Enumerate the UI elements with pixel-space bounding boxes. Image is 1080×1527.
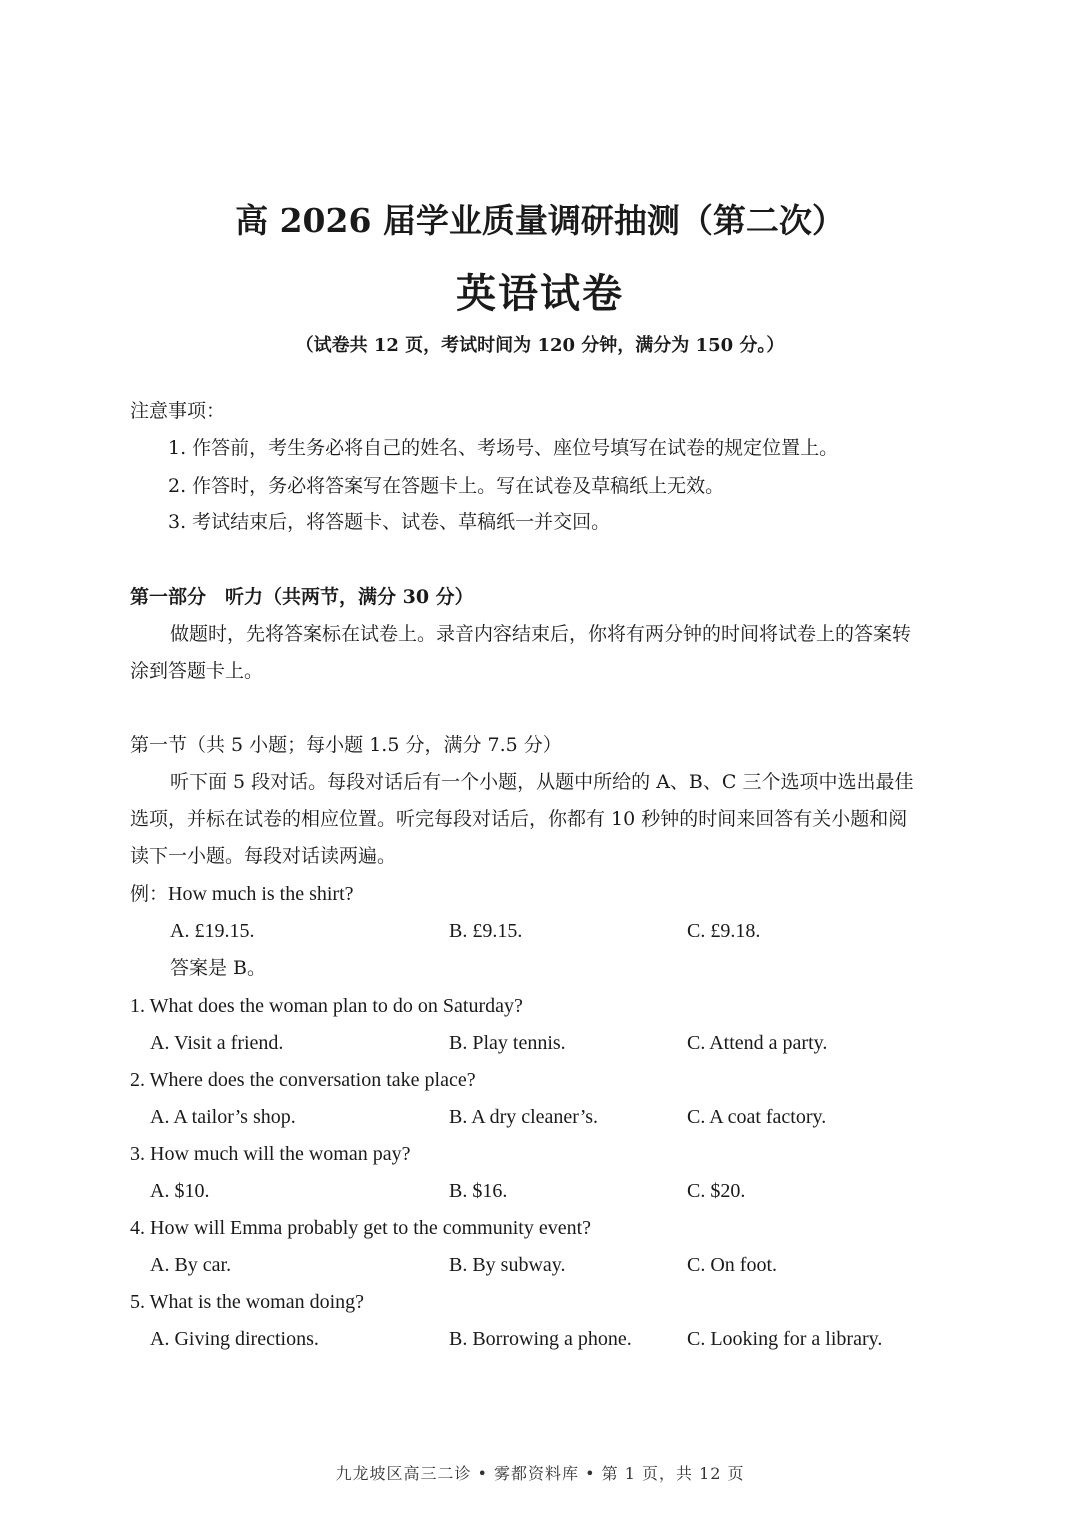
example-option-c: C. £9.18.: [687, 920, 761, 942]
question-option-a: A. Visit a friend.: [150, 1032, 284, 1054]
question-option-a: A. $10.: [150, 1180, 210, 1202]
part1-heading: 第一部分 听力（共两节，满分 30 分）: [130, 586, 474, 608]
example-option-b: B. £9.15.: [449, 920, 523, 942]
question-text: 1. What does the woman plan to do on Saturday?: [130, 995, 523, 1017]
question-option-a: A. By car.: [150, 1254, 232, 1276]
question-option-b: B. Borrowing a phone.: [449, 1328, 632, 1350]
example-option-a: A. £19.15.: [170, 920, 255, 942]
section1-heading: 第一节（共 5 小题；每小题 1.5 分，满分 7.5 分）: [130, 734, 562, 756]
question-text: 5. What is the woman doing?: [130, 1291, 365, 1313]
notice-item: 1. 作答前，考生务必将自己的姓名、考场号、座位号填写在试卷的规定位置上。: [168, 437, 839, 459]
example-question: How much is the shirt?: [168, 883, 354, 905]
question-option-a: A. A tailor’s shop.: [150, 1106, 296, 1128]
exam-subject: 英语试卷: [456, 270, 624, 317]
section1-instructions: 选项，并标在试卷的相应位置。听完每段对话后，你都有 10 秒钟的时间来回答有关小题和阅: [130, 808, 908, 830]
question-text: 4. How will Emma probably get to the community event?: [130, 1217, 592, 1239]
part1-instructions: 做题时，先将答案标在试卷上。录音内容结束后，你将有两分钟的时间将试卷上的答案转: [170, 623, 912, 645]
example-answer: 答案是 B。: [170, 957, 267, 979]
question-option-b: B. $16.: [449, 1180, 508, 1202]
question-option-c: C. Looking for a library.: [687, 1328, 883, 1350]
question-option-b: B. A dry cleaner’s.: [449, 1106, 599, 1128]
notice-item: 3. 考试结束后，将答题卡、试卷、草稿纸一并交回。: [168, 511, 611, 533]
question-option-c: C. $20.: [687, 1180, 746, 1202]
question-text: 3. How much will the woman pay?: [130, 1143, 411, 1165]
notices-heading: 注意事项：: [130, 400, 226, 422]
exam-note: （试卷共 12 页，考试时间为 120 分钟，满分为 150 分。）: [295, 335, 785, 356]
section1-instructions: 听下面 5 段对话。每段对话后有一个小题，从题中所给的 A、B、C 三个选项中选出最佳: [170, 771, 914, 793]
example-label: 例：: [130, 883, 169, 905]
exam-title: 高 2026 届学业质量调研抽测（第二次）: [235, 201, 845, 240]
question-option-b: B. By subway.: [449, 1254, 566, 1276]
question-option-c: C. On foot.: [687, 1254, 777, 1276]
part1-instructions: 涂到答题卡上。: [130, 660, 264, 682]
page-footer: 九龙坡区高三二诊 • 雾都资料库 • 第 1 页，共 12 页: [335, 1464, 745, 1483]
question-option-b: B. Play tennis.: [449, 1032, 566, 1054]
question-option-c: C. A coat factory.: [687, 1106, 827, 1128]
question-option-a: A. Giving directions.: [150, 1328, 319, 1350]
question-text: 2. Where does the conversation take place?: [130, 1069, 476, 1091]
notice-item: 2. 作答时，务必将答案写在答题卡上。写在试卷及草稿纸上无效。: [168, 475, 725, 497]
question-option-c: C. Attend a party.: [687, 1032, 828, 1054]
section1-instructions: 读下一小题。每段对话读两遍。: [130, 845, 397, 867]
